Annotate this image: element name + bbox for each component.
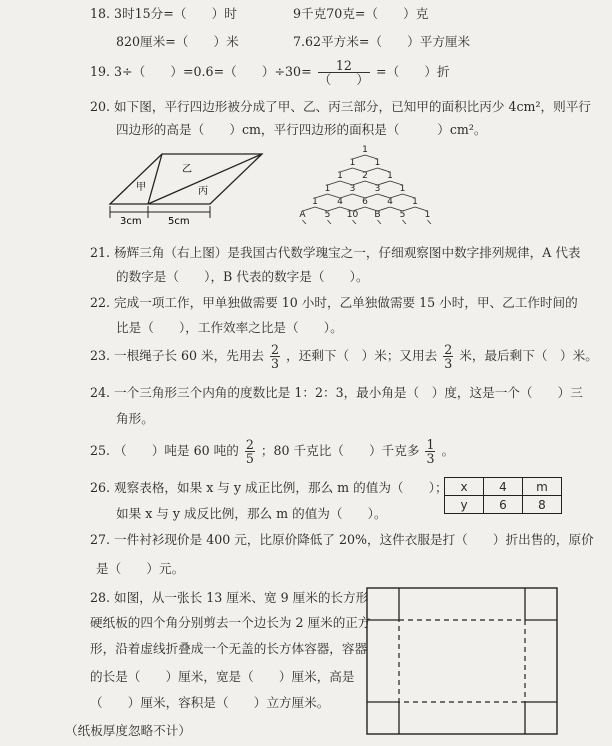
proportion-table xyxy=(444,477,562,514)
pascal-number: 4 xyxy=(337,197,343,207)
q23: 23. 一根绳子长 60 米，先用去 $\frac{2}{3}$ ，还剩下（ ）米；又用去 $\frac{2}{3}$ 米，最后剩下（ ）米。 xyxy=(90,342,598,371)
pascal-connector xyxy=(353,220,358,224)
q20-line2: 四边形的高是（ ）cm，平行四边形的面积是（ ）cm²。 xyxy=(116,122,487,137)
pascal-number: 4 xyxy=(387,197,393,207)
q24-line1: 24. 一个三角形三个内角的度数比是 1：2：3，最小角是（ ）度，这是一个（ ）三 xyxy=(90,385,583,400)
table-cell: x xyxy=(445,478,484,496)
pascal-number: 3 xyxy=(349,184,356,194)
q23-fraction-2: $\frac{2}{3}$ xyxy=(444,342,453,371)
pascal-number: 1 xyxy=(362,145,368,155)
q28-note: （纸板厚度忽略不计） xyxy=(65,723,191,738)
q23-fraction-1: $\frac{2}{3}$ xyxy=(271,342,280,371)
q19-fraction: $\frac{12}{( )}$ xyxy=(318,58,370,87)
pascal-connector xyxy=(403,220,408,224)
pascal-number: 1 xyxy=(337,171,343,181)
q25: 25. （ ）吨是 60 吨的 $\frac{2}{5}$ ；80 千克比（ ）千克多 $\frac{1}{3}$ 。 xyxy=(90,437,455,466)
table-cell: y xyxy=(445,496,484,514)
parallelogram-figure xyxy=(100,148,270,226)
q28-line4: 的长是（ ）厘米，宽是（ ）厘米，高是 xyxy=(90,669,355,684)
q27-line1: 27. 一件衬衫现价是 400 元，比原价降低了 20%，这件衣服是打（ ）折出售的，原价 xyxy=(90,532,594,547)
pascal-triangle-figure xyxy=(290,144,440,224)
dim-5cm: 5cm xyxy=(168,216,190,226)
pascal-connector xyxy=(378,220,383,224)
q18: 18. 3时15分=（ ）时 xyxy=(90,6,237,21)
q24-line2: 角形。 xyxy=(116,411,154,426)
label-jia: 甲 xyxy=(136,182,146,193)
q22-line1: 22. 完成一项工作，甲单独做需要 10 小时，乙单独做需要 15 小时，甲、乙工作时间的 xyxy=(90,295,578,310)
q21-line1: 21. 杨辉三角（右上图）是我国古代数学瑰宝之一，仔细观察图中数字排列规律，A 代表 xyxy=(90,245,581,260)
pascal-number: 5 xyxy=(399,210,406,220)
pascal-connector xyxy=(303,220,308,224)
q28-line1: 28. 如图，从一张长 13 厘米、宽 9 厘米的长方形 xyxy=(90,590,369,605)
pascal-number: B xyxy=(374,210,381,220)
label-bing: 丙 xyxy=(198,186,208,197)
q25-fraction-2: $\frac{1}{3}$ xyxy=(426,437,435,466)
q25-fraction-1: $\frac{2}{5}$ xyxy=(245,437,254,466)
q18-part-c: 820厘米=（ ）米 xyxy=(116,34,239,49)
pascal-number: 1 xyxy=(374,158,381,168)
pascal-number: 1 xyxy=(424,210,431,220)
parallelogram-outline xyxy=(110,154,262,204)
pascal-number: 1 xyxy=(312,197,318,207)
table-cell: 4 xyxy=(484,478,523,496)
pascal-number: 1 xyxy=(412,197,418,207)
q19: 19. 3÷（ ）=0.6=（ ）÷30= $\frac{12}{( )}$ =（ ）折 xyxy=(90,58,450,87)
q20-line1: 20. 如下图，平行四边形被分成了甲、乙、丙三部分，已知甲的面积比丙少 4cm²，则平行 xyxy=(90,99,591,114)
pascal-connector xyxy=(428,220,433,224)
q26-line1: 26. 观察表格，如果 x 与 y 成正比例，那么 m 的值为（ ）； xyxy=(90,480,448,495)
pascal-number: 1 xyxy=(387,171,393,181)
pascal-number: A xyxy=(299,210,306,220)
q18-part-b: 9千克70克=（ ）克 xyxy=(293,6,429,21)
q27-line2: 是（ ）元。 xyxy=(96,561,185,576)
pascal-number: 1 xyxy=(324,184,331,194)
q18-part-a: 3时15分=（ ）时 xyxy=(114,6,237,21)
q28-line5: （ ）厘米，容积是（ ）立方厘米。 xyxy=(90,695,330,710)
q26-line2: 如果 x 与 y 成反比例，那么 m 的值为（ ）。 xyxy=(116,506,387,521)
fold-dashed-rect xyxy=(399,620,525,702)
q28-line3: 形，沿着虚线折叠成一个无盖的长方体容器，容器 xyxy=(90,641,368,656)
table-cell: 6 xyxy=(484,496,523,514)
cardboard-outline xyxy=(367,588,557,734)
table-row xyxy=(445,478,562,496)
q18-part-d: 7.62平方米=（ ）平方厘米 xyxy=(293,34,471,49)
q28-line2: 硬纸板的四个角分别剪去一个边长为 2 厘米的正方 xyxy=(90,615,371,630)
q21-line2: 的数字是（ ），B 代表的数字是（ ）。 xyxy=(116,269,369,284)
pascal-number: 1 xyxy=(349,158,356,168)
q22-line2: 比是（ ），工作效率之比是（ ）。 xyxy=(116,320,343,335)
pascal-number: 6 xyxy=(362,197,368,207)
pascal-number: 1 xyxy=(399,184,406,194)
cardboard-figure xyxy=(364,585,560,737)
dim-3cm: 3cm xyxy=(120,216,142,226)
table-cell: 8 xyxy=(523,496,562,514)
pascal-number: 10 xyxy=(346,210,359,220)
table-row xyxy=(445,496,562,514)
pascal-number: 2 xyxy=(362,171,368,181)
pascal-number: 5 xyxy=(324,210,331,220)
pascal-connector xyxy=(328,220,333,224)
table-cell: m xyxy=(523,478,562,496)
pascal-number: 3 xyxy=(374,184,381,194)
label-yi: 乙 xyxy=(182,164,192,175)
